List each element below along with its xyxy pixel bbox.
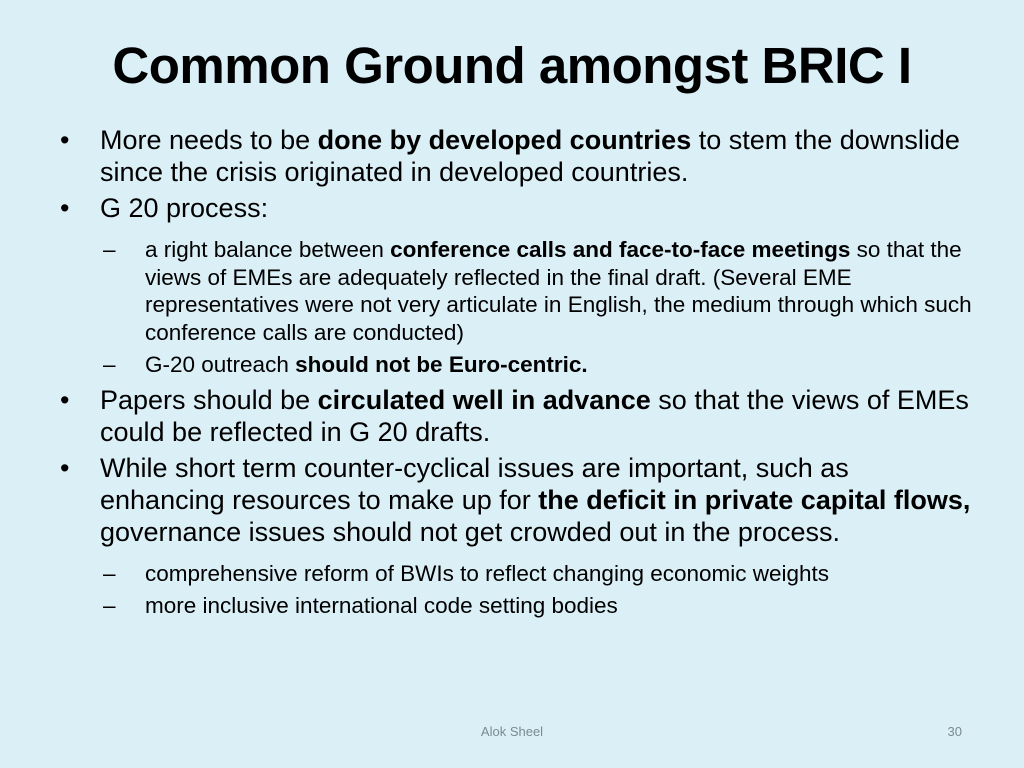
slide-title: Common Ground amongst BRIC I xyxy=(112,37,912,94)
sub-bullet-g20-outreach xyxy=(58,351,978,379)
sub-bullet-right-balance xyxy=(58,236,978,346)
sub-bullet-bold-text: conference calls and face-to-face meetings xyxy=(390,237,851,262)
bullet-bold-text: the deficit in private capital flows, xyxy=(538,484,971,515)
bullet-text: governance issues should not get crowded out in the process. xyxy=(100,516,840,547)
bullet-text: so that the views of EMEs could be reflected in G 20 drafts. xyxy=(100,384,969,447)
sub-bullet-text: G-20 outreach xyxy=(145,352,296,377)
bullet-counter-cyclical xyxy=(58,452,978,548)
dash-icon: – xyxy=(103,593,116,618)
bullet-bold-text: circulated well in advance xyxy=(317,384,651,415)
sub-bullet-code-setting xyxy=(58,592,978,620)
slide-body xyxy=(58,124,978,625)
sub-bullet-text: more inclusive international code setting bodies xyxy=(145,593,618,618)
bullet-bold-text: done by developed countries xyxy=(317,125,692,155)
bullet-dot-icon: • xyxy=(60,384,70,415)
bullet-text: More needs to be xyxy=(100,125,318,155)
sub-bullet-text: comprehensive reform of BWIs to reflect changing economic weights xyxy=(145,560,830,586)
bullet-text: G 20 process: xyxy=(100,193,269,223)
dash-icon: – xyxy=(103,560,116,586)
bullet-text: Papers should be xyxy=(100,384,318,415)
dash-icon: – xyxy=(103,352,116,377)
footer-page-number: 30 xyxy=(947,724,962,739)
bullet-dot-icon: • xyxy=(60,125,70,155)
bullet-g20-process xyxy=(58,192,978,224)
footer-author: Alok Sheel xyxy=(480,724,544,739)
sub-bullet-text: so that the views of EMEs are adequately reflected in the final draft. (Several EME representatives were not very articulate in English, the medium through which such conference calls are conducted) xyxy=(145,237,972,345)
sub-bullet-bold-text: should not be Euro-centric. xyxy=(295,352,588,377)
sub-bullet-bwi-reform xyxy=(58,560,978,588)
bullet-dot-icon: • xyxy=(60,193,70,223)
bullet-text: While short term counter-cyclical issues are important, such as enhancing resources to make up for xyxy=(100,452,849,515)
bullet-papers-circulated xyxy=(58,384,978,448)
bullet-developed-countries xyxy=(58,124,978,188)
sub-bullet-text: a right balance between xyxy=(145,237,391,262)
dash-icon: – xyxy=(103,237,116,262)
bullet-text: to stem the downslide since the crisis originated in developed countries. xyxy=(100,125,960,187)
bullet-dot-icon: • xyxy=(60,452,70,483)
